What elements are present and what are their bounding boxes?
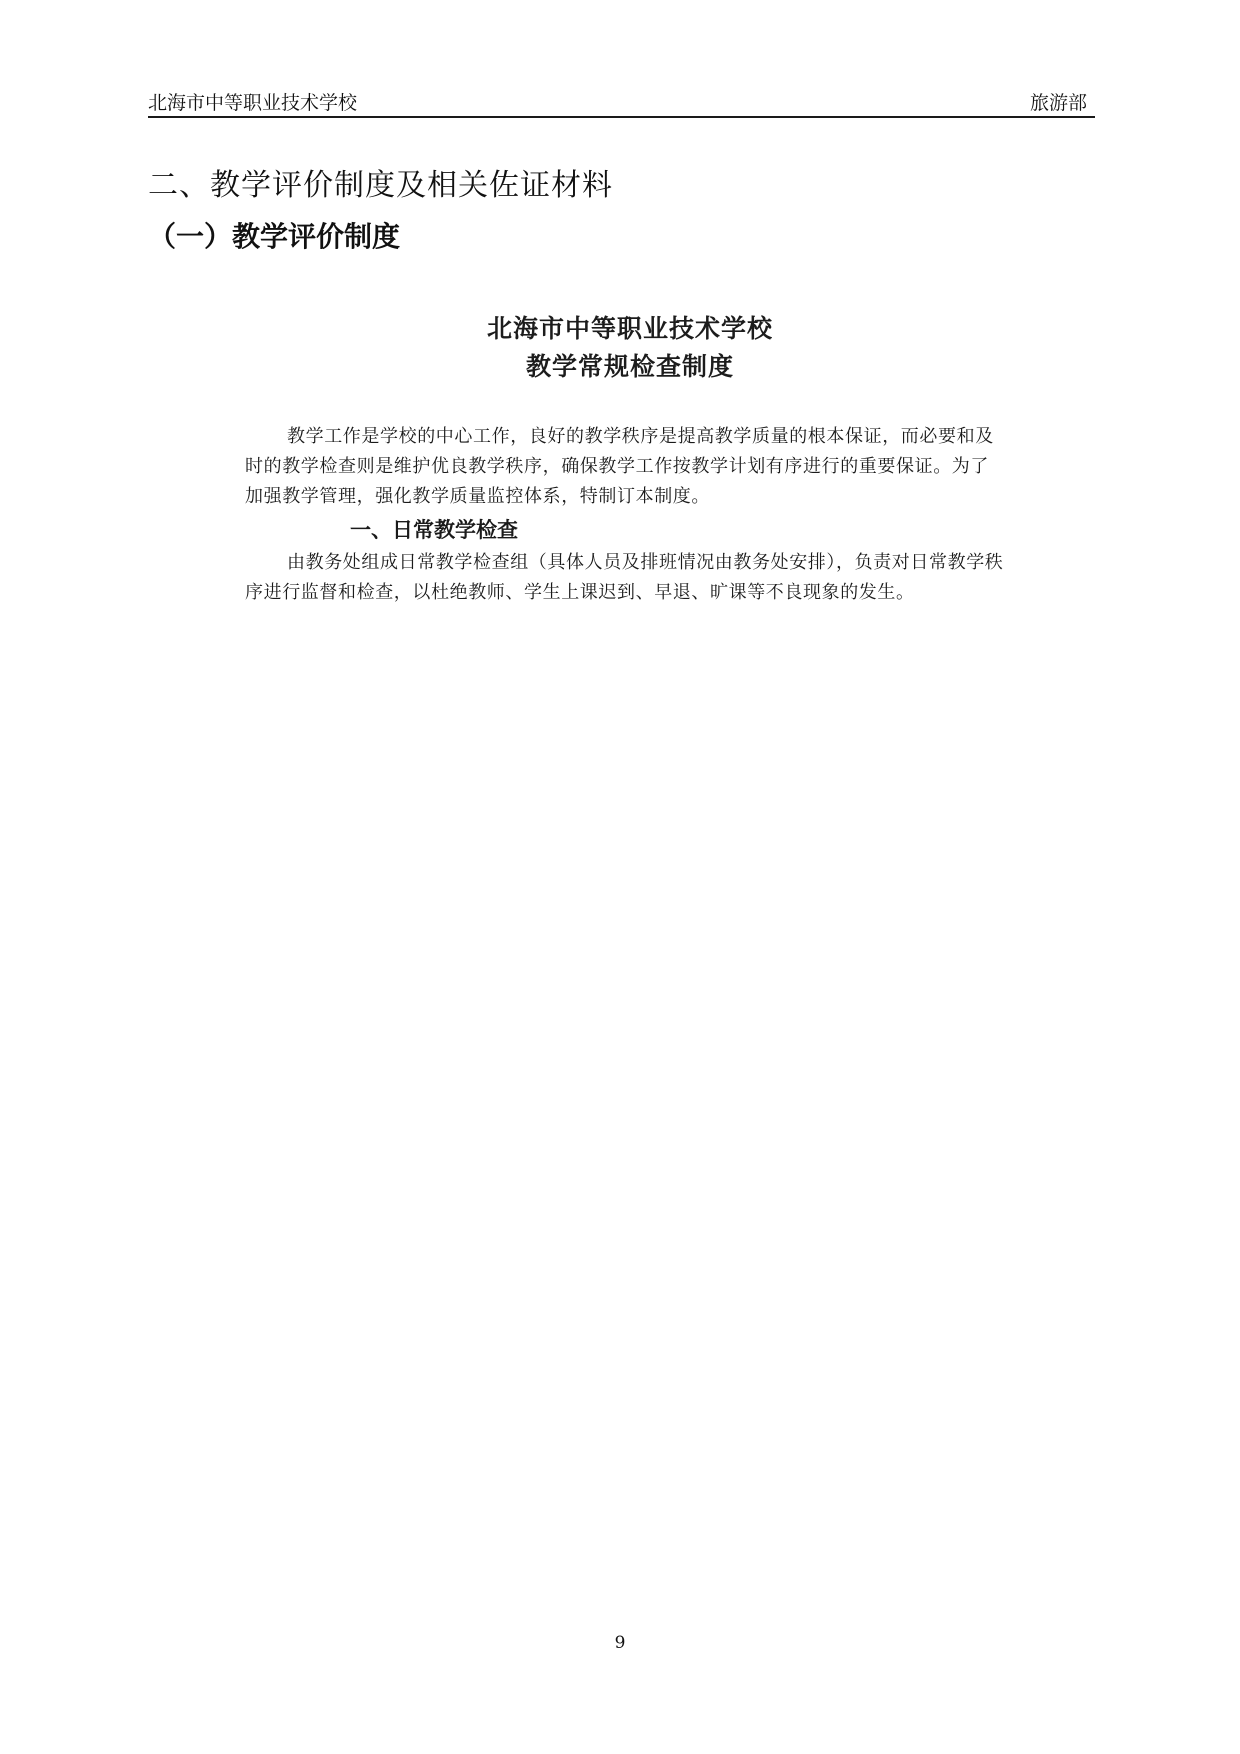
page-header (148, 86, 1095, 118)
embedded-intro-paragraph: 教学工作是学校的中心工作，良好的教学秩序是提高教学质量的根本保证，而必要和及时的教学检查则是维护优良教学秩序，确保教学工作按教学计划有序进行的重要保证。为了加强教学管理，强化教学质量监控体系，特制订本制度。 (245, 426, 994, 507)
embedded-title-line1: 北海市中等职业技术学校 (486, 314, 773, 343)
embedded-title-line2: 教学常规检查制度 (525, 352, 734, 381)
header-school-name: 北海市中等职业技术学校 (148, 92, 358, 114)
embedded-document-title (245, 310, 1005, 386)
sub-heading: （一）教学评价制度 (148, 220, 401, 253)
section-heading: 二、教学评价制度及相关佐证材料 (148, 168, 613, 203)
embedded-subsection-body: 由教务处组成日常教学检查组（具体人员及排班情况由教务处安排），负责对日常教学秩序进行监督和检查，以杜绝教师、学生上课迟到、早退、旷课等不良现象的发生。 (245, 552, 1004, 603)
page-number: 9 (614, 1633, 626, 1653)
embedded-subsection-title: 一、日常教学检查 (350, 518, 518, 542)
embedded-document-image (245, 310, 1005, 670)
header-department: 旅游部 (1029, 92, 1087, 114)
